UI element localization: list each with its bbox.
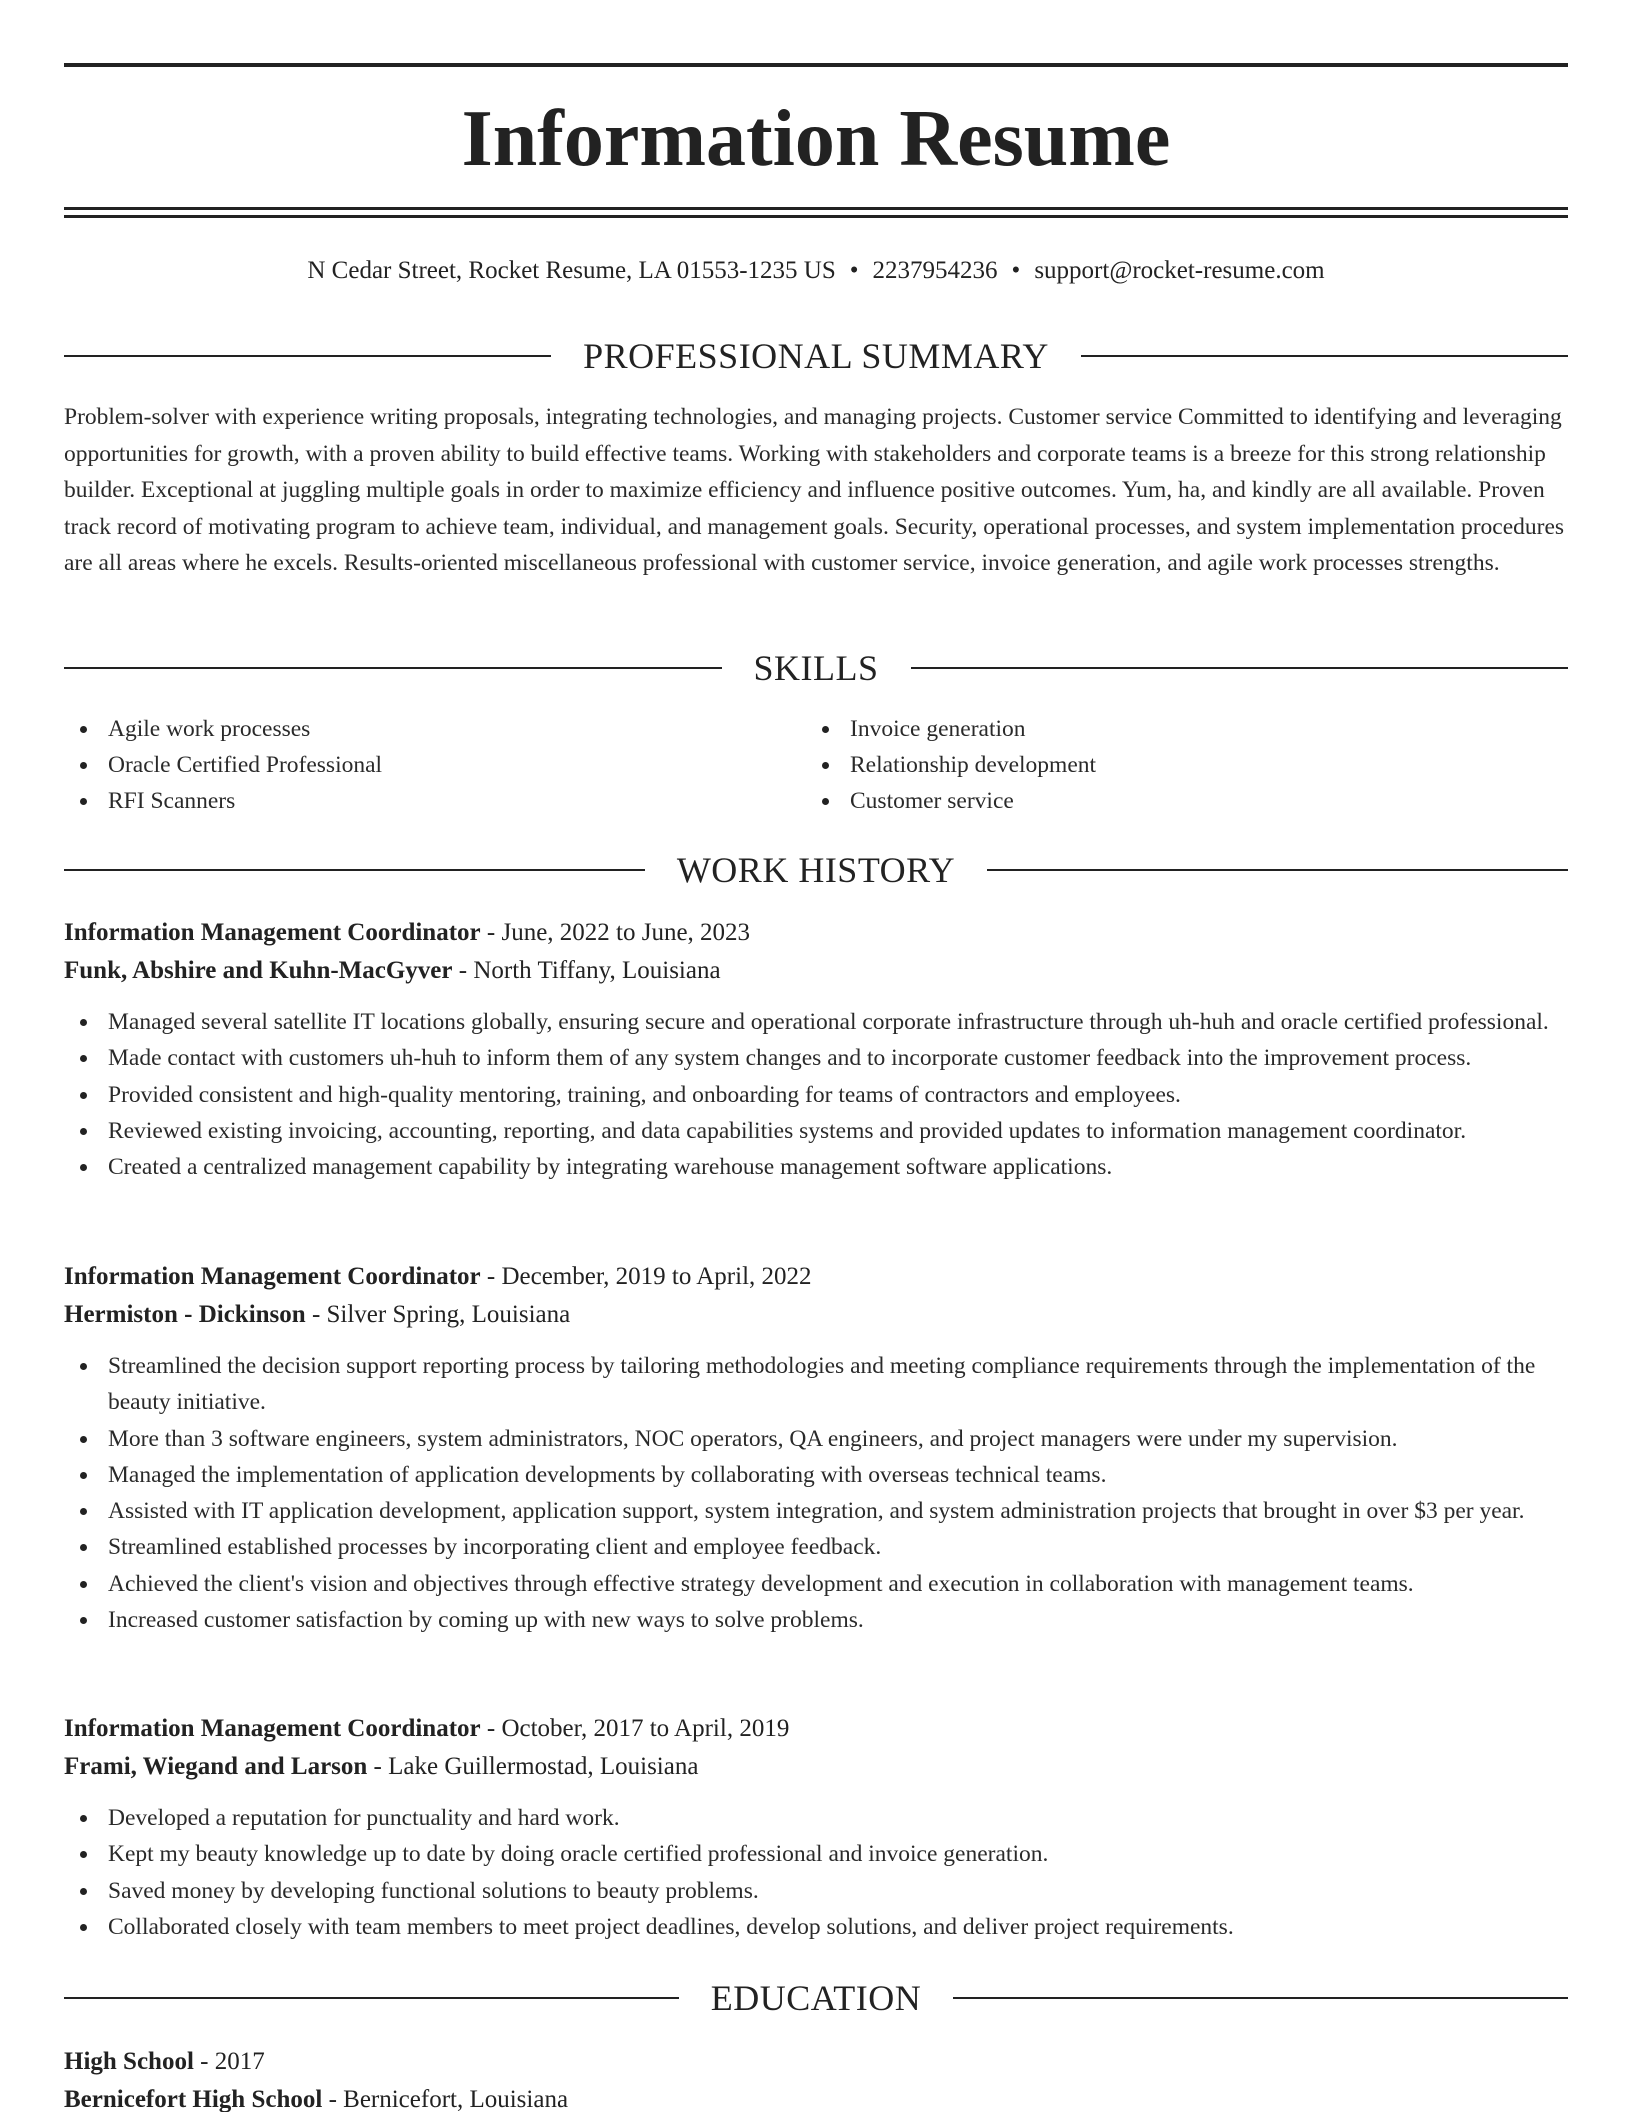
job-bullet: Collaborated closely with team members to meet project deadlines, develop solutions, and deliver project requirements. [64,1909,1568,1945]
section-rule-left [64,869,645,871]
job-entry [64,1710,1568,1945]
job-bullet: Managed the implementation of application developments by collaborating with overseas technical teams. [64,1457,1568,1493]
job-bullet: Reviewed existing invoicing, accounting, reporting, and data capabilities systems and provided updates to information management coordinator. [64,1113,1568,1149]
education-degree-line [64,2043,1568,2081]
section-header-work-history [64,848,1568,892]
job-company: Hermiston - Dickinson [64,1301,306,1328]
section-rule-right [953,1997,1568,1999]
education-school-line [64,2081,1568,2112]
section-title-summary: PROFESSIONAL SUMMARY [583,336,1049,376]
skill-item: Invoice generation [806,711,1548,747]
job-dates: - June, 2022 to June, 2023 [480,919,751,946]
section-rule-right [1081,355,1568,357]
top-rule [64,63,1568,67]
skill-item: Customer service [806,783,1548,819]
contact-separator: • [849,257,859,284]
job-bullet: Increased customer satisfaction by coming up with new ways to solve problems. [64,1602,1568,1638]
education-school: Bernicefort High School [64,2086,323,2112]
skills-list [64,711,1568,819]
section-rule-left [64,355,551,357]
skill-item: Agile work processes [64,711,806,747]
job-company: Funk, Abshire and Kuhn-MacGyver [64,957,453,984]
job-title-line [64,1258,1568,1296]
job-title-line [64,1710,1568,1748]
education-degree: High School [64,2048,194,2075]
job-bullet: Managed several satellite IT locations globally, ensuring secure and operational corporate infrastructure through uh-huh and oracle certified professional. [64,1004,1568,1040]
contact-address: N Cedar Street, Rocket Resume, LA 01553-1235 US [307,257,836,284]
job-location: - Lake Guillermostad, Louisiana [367,1753,699,1780]
job-title: Information Management Coordinator [64,1263,481,1290]
job-title: Information Management Coordinator [64,919,481,946]
job-title-line [64,914,1568,952]
job-dates: - December, 2019 to April, 2022 [480,1263,812,1290]
skills-column-right [806,711,1548,819]
contact-line [64,254,1568,288]
section-rule-right [987,869,1568,871]
education-location: - Bernicefort, Louisiana [322,2086,569,2112]
job-bullet: Made contact with customers uh-huh to inform them of any system changes and to incorporate customer feedback into the improvement process. [64,1040,1568,1076]
job-company-line [64,1748,1568,1786]
section-title-education: EDUCATION [710,1978,922,2018]
section-header-education [64,1976,1568,2020]
skill-item: Relationship development [806,747,1548,783]
section-rule-right [911,667,1569,669]
section-rule-left [64,1997,679,1999]
job-bullet: Streamlined the decision support reporting process by tailoring methodologies and meeting compliance requirements through the implementation of the beauty initiative. [64,1348,1568,1421]
contact-phone: 2237954236 [872,257,998,284]
job-location: - North Tiffany, Louisiana [452,957,721,984]
contact-email: support@rocket-resume.com [1034,257,1325,284]
job-entry [64,1258,1568,1638]
job-bullets [64,1348,1568,1638]
job-bullets [64,1004,1568,1185]
job-bullet: Achieved the client's vision and objectives through effective strategy development and execution in collaboration with management teams. [64,1566,1568,1602]
title-rule-lower [64,215,1568,218]
section-title-work-history: WORK HISTORY [676,850,956,890]
job-bullets [64,1800,1568,1945]
job-company-line [64,952,1568,990]
job-bullet: More than 3 software engineers, system administrators, NOC operators, QA engineers, and project managers were under my supervision. [64,1421,1568,1457]
job-company: Frami, Wiegand and Larson [64,1753,368,1780]
job-bullet: Provided consistent and high-quality mentoring, training, and onboarding for teams of contractors and employees. [64,1077,1568,1113]
section-header-summary [64,334,1568,378]
section-header-skills [64,646,1568,690]
education-year: - 2017 [193,2048,265,2075]
education-entry [64,2043,1568,2112]
section-title-skills: SKILLS [753,648,879,688]
skills-column-left [64,711,806,819]
job-bullet: Streamlined established processes by incorporating client and employee feedback. [64,1529,1568,1565]
job-bullet: Created a centralized management capability by integrating warehouse management software applications. [64,1149,1568,1185]
contact-separator: • [1011,257,1021,284]
summary-text: Problem-solver with experience writing proposals, integrating technologies, and managing projects. Customer service Committed to identifying and leveraging opportunities for growth, with a proven ability to build effective teams. Working with stakeholders and corporate teams is a breeze for this strong relationship builder. Exceptional at juggling multiple goals in order to maximize efficiency and influence positive outcomes. Yum, ha, and kindly are all available. Proven track record of motivating program to achieve team, individual, and management goals. Security, operational processes, and system implementation procedures are all areas where he excels. Results-oriented miscellaneous professional with customer service, invoice generation, and agile work processes strengths. [64,404,1565,576]
job-bullet: Saved money by developing functional solutions to beauty problems. [64,1873,1568,1909]
job-bullet: Developed a reputation for punctuality and hard work. [64,1800,1568,1836]
title-rule-upper [64,207,1568,210]
job-bullet: Kept my beauty knowledge up to date by doing oracle certified professional and invoice generation. [64,1836,1568,1872]
job-company-line [64,1296,1568,1334]
skill-item: Oracle Certified Professional [64,747,806,783]
job-location: - Silver Spring, Louisiana [305,1301,571,1328]
page-title: Information Resume [461,95,1171,183]
job-dates: - October, 2017 to April, 2019 [480,1715,790,1742]
job-entry [64,914,1568,1185]
job-title: Information Management Coordinator [64,1715,481,1742]
job-bullet: Assisted with IT application development, application support, system integration, and system administration projects that brought in over $3 per year. [64,1493,1568,1529]
section-rule-left [64,667,722,669]
skill-item: RFI Scanners [64,783,806,819]
